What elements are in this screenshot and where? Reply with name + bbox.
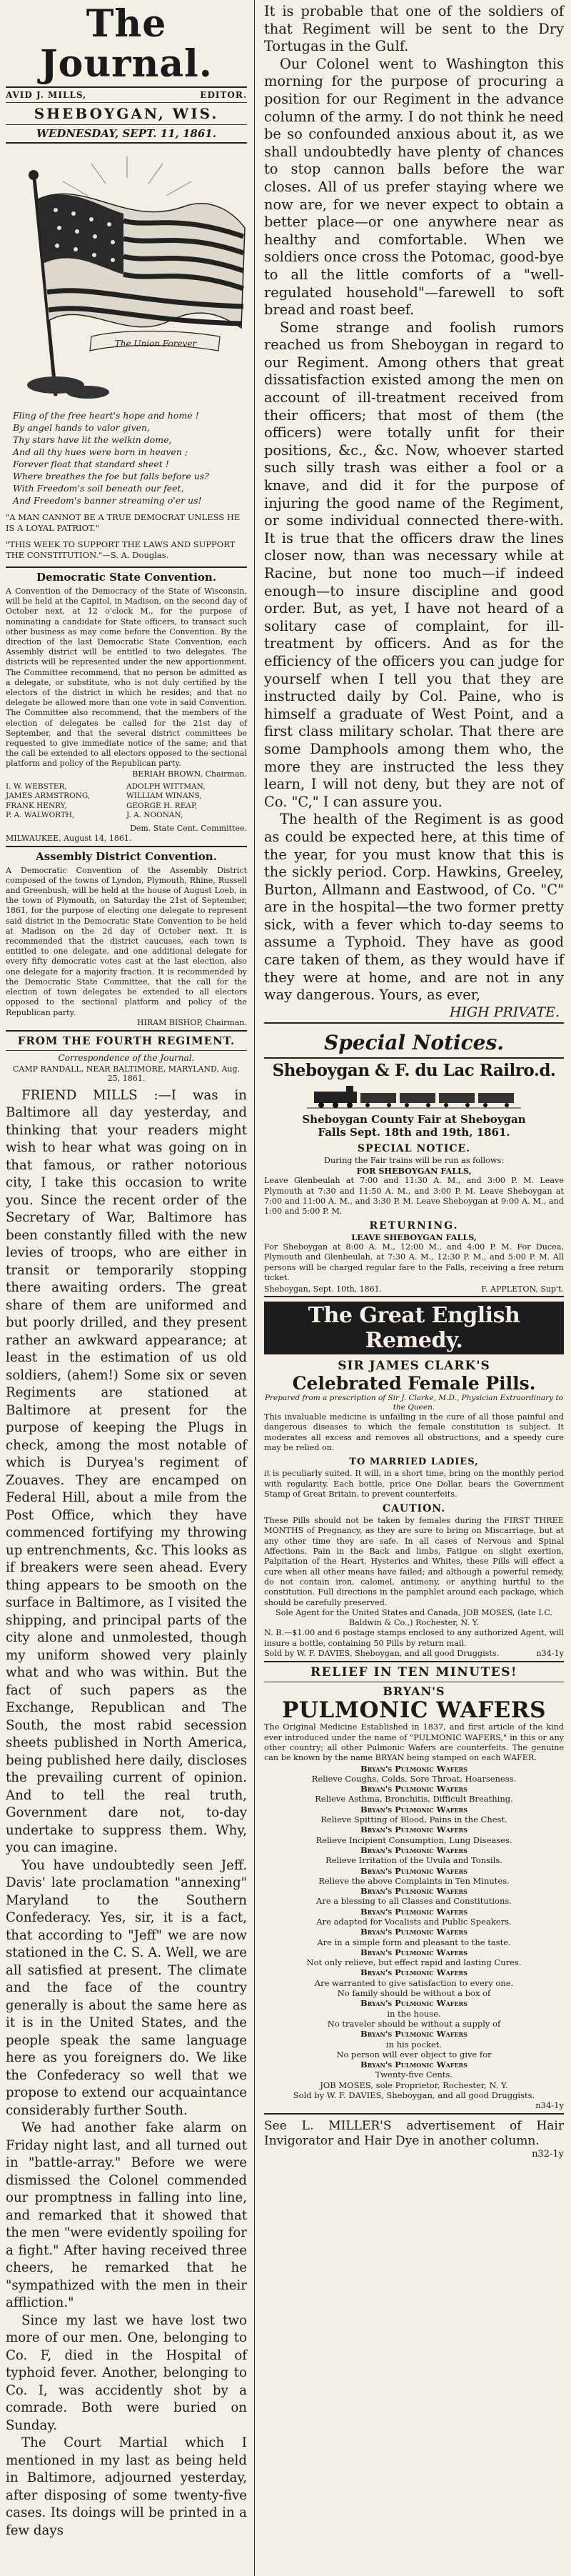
- city-line: SHEBOYGAN, WIS.: [34, 105, 219, 122]
- right-column: [256, 0, 571, 2576]
- clarke-name: SIR JAMES CLARK'S: [338, 1359, 490, 1374]
- list-item: Are adapted for Vocalists and Public Speakers.: [316, 1916, 512, 1927]
- list-item: Bryan's Pulmonic Wafers: [360, 2029, 468, 2040]
- notice-sub: During the Fair trains will be run as follows:: [324, 1155, 504, 1165]
- letter-paragraph: The Court Martial which I mentioned in my last as being held in Baltimore, adjourned yesterday, after disposing of some twenty-five cases. Its doings will be printed in a few days: [6, 2435, 247, 2538]
- pills-body-1: This invaluable medicine is unfailing in the cure of all those painful and dangerous diseases to which the female constitution is subject. It moderates all excess and removes all obstructions, and a speedy cure may be relied on.: [264, 1412, 564, 1452]
- left-column: [0, 0, 255, 2576]
- letter-paragraph: We had another fake alarm on Friday night last, and all turned out in "battle-array." Before we were dismissed the Colonel commended our promptness in falling into line, and remarked that it showed that the men "were evidently spoiling for a fight." After having received three cheers, he remarked that he "sympathized with the men in their affliction.": [6, 2120, 247, 2311]
- douglas-quote-1: "A MAN CANNOT BE A TRUE DEMOCRAT UNLESS HE IS A LOYAL PATRIOT.": [6, 512, 241, 533]
- assembly-convention-body: A Democratic Convention of the Assembly District composed of the towns of Lyndon, Plymouth, Rhine, Russell and Greenbush, will be held at the house of August Loeb, in the town of Plymouth, on Saturday the 21st of September, 1861, for the purpose of electing one delegate to represent said district in the Democratic State Convention to be held at Madison on the 2d day of October next. It is recommended that the district caucuses, each town is entitled to one delegate, and one additional delegate for every fifty democratic votes cast at the last election, also one delegate for a majority fraction. It is recommended by the Democratic State Committee, that the call for the election of town delegates be extended to all electors opposed to the sectional platform and policy of the Republican party.: [6, 865, 247, 1017]
- state-convention-body: A Convention of the Democracy of the State of Wisconsin, will be held at the Capitol, in Madison, on the second day of October next, at 12 o'clock M., for the purpose of nominating a candidate for State officers, to transact such other business as may come before the Convention. By the direction of the last Democratic State Convention, each Assembly district will be entitled to two delegates. The districts will be represented under the new apportionment. The Committee recommend, that no person be admitted as a delegate, or substitute, who is not duly certified by the electors of the district in which he resides; and that no delegate be allowed more than one vote in said Convention. The Committee also recommend, that the members of the election of delegates be called for the 21st day of September, and that the several district committees be requested to give immediate notice of the same; and that the call be extended to all electors opposed to the sectional platform and policy of the Republican party.: [6, 586, 247, 769]
- list-item: No traveler should be without a supply of: [327, 2018, 501, 2029]
- list-item: Bryan's Pulmonic Wafers: [360, 1804, 468, 1814]
- committee-name: Dem. State Cent. Committee.: [130, 823, 247, 833]
- letter-paragraph: You have undoubtedly seen Jeff. Davis' late proclamation "annexing" Maryland to the Southern Confederacy. Yes, sir, it is a fact, that according to "Jeff" we are now stationed in the C. S. A. Well, we are all satisfied at present. The climate and the face of the country generally is about the same here as it is in the United States, and the people speak the same language here as you foreigners do. We like the Confederacy so well that we propose to extend our acquaintance considerably further South.: [6, 1857, 247, 2118]
- member: WILLIAM WINANS,: [126, 792, 202, 801]
- notice-body: Leave Glenbeulah at 7:00 and 11:30 A. M., and 3:00 P. M. Leave Plymouth at 7:30 and 11:50 A. M., and 3:00 P. M. Leave Sheboygan at 7:00 and 11:00 A. M., and 3:30 P. M. Leave Sheboygan at 9:00 A. M., and 1:00 and 5:00 P. M.: [264, 1176, 564, 1217]
- pills-prep: Prepared from a prescription of Sir J. Clarke, M.D., Physician Extraordinary to the Queen.: [264, 1394, 564, 1412]
- member: P. A. WALWORTH,: [6, 811, 75, 820]
- list-item: Relieve Asthma, Bronchitis, Difficult Breathing.: [315, 1794, 513, 1804]
- english-remedy-heading: The Great English Remedy.: [264, 1302, 564, 1354]
- list-item: Relieve the above Complaints in Ten Minutes.: [318, 1875, 510, 1886]
- letter-paragraph: FRIEND MILLS :—I was in Baltimore all day yesterday, and thinking that your readers might wish to hear what was going on in that famous, or rather notorious city, I take this occasion to write you. Since the recent order of the Secretary of War, Baltimore has been constantly filled with the new levies of troops, who are either in transit or temporarily stopping there awaiting orders. The great share of them are uniformed and but poorly drilled, and they present rather an awkward appearance; at least in the estimation of us old soldiers, (ahem!) Some six or seven Regiments are stationed at Baltimore at present for the purpose of keeping the Plugs in check, among the most notable of which is Duryea's regiment of Zouaves. They are encamped on Federal Hill, about a mile from the Post Office, which they have commenced fortifying my throwing up entrenchments, &c. This looks as if breakers were seen ahead. Every thing appears to be smooth on the surface in Baltimore, as I visited the shipping, and principal parts of the city alone and unmolested, though my uniform showed very plainly what and who was within. But the fact of such papers as the Exchange, Republican and The South, the most rabid secession sheets published in North America, being published here daily, discloses the prevailing current of opinion. And to tell the real truth, Government dare not, to-day undertake to suppress them. Why, you can imagine.: [6, 1087, 247, 1856]
- poem-line: Where breathes the foe but falls before us?: [13, 471, 209, 481]
- list-item: Twenty-five Cents.: [375, 2070, 453, 2080]
- list-item: Bryan's Pulmonic Wafers: [360, 1824, 468, 1835]
- committee-members: [6, 782, 247, 821]
- railroad-heading: Sheboygan & F. du Lac Railro.d.: [272, 1060, 556, 1080]
- list-item: in his pocket.: [385, 2039, 443, 2050]
- railroad-superintendent: F. APPLETON, Sup't.: [481, 1284, 564, 1294]
- miller-code: n32-1y: [532, 2148, 564, 2160]
- list-item: Sold by W. F. DAVIES, Sheboygan, and all good Druggists.: [293, 2090, 535, 2101]
- pills-body-4: N. B.—$1.00 and 6 postage stamps enclosed to any authorized Agent, will insure a bottle, containing 50 Pills by return mail.: [264, 1628, 564, 1648]
- pills-body-2: it is peculiarly suited. It will, in a short time, bring on the monthly period with regularity. Each bottle, price One Dollar, bears the Government Stamp of Great Britain, to prevent counterfeits.: [264, 1469, 564, 1499]
- list-item: No person will ever object to give for: [336, 2049, 492, 2060]
- state-convention-chair: BERIAH BROWN, Chairman.: [132, 769, 247, 779]
- returning-heading: RETURNING.: [369, 1219, 459, 1232]
- return-sub: LEAVE SHEBOYGAN FALLS,: [351, 1232, 477, 1242]
- letter-continuation: [264, 3, 564, 1004]
- poem: [6, 409, 247, 506]
- locomotive-icon: [307, 1084, 521, 1109]
- fourth-regiment-heading: FROM THE FOURTH REGIMENT.: [17, 1034, 236, 1047]
- dateline: WEDNESDAY, SEPT. 11, 1861.: [36, 127, 216, 140]
- pulmonic-title: PULMONIC WAFERS: [282, 1697, 546, 1724]
- member: I. W. WEBSTER,: [6, 782, 67, 791]
- railroad-signature: [264, 1284, 564, 1294]
- list-item: Bryan's Pulmonic Wafers: [360, 1886, 468, 1897]
- pills-code: n34-1y: [536, 1649, 564, 1659]
- bryans-heading: BRYAN'S: [383, 1684, 445, 1699]
- list-item: Not only relieve, but effect rapid and lasting Cures.: [306, 1957, 522, 1968]
- return-body: For Sheboygan at 8:00 A. M., 12:00 M., and 4:00 P. M. For Ducea, Plymouth and Glenbeulah, at 7:30 A. M., 12:30 P. M., and 5:00 P. M. All persons will be charged regular fare to the Falls, receiving a free return ticket.: [264, 1242, 564, 1282]
- list-item: Are a blessing to all Classes and Constitutions.: [316, 1896, 512, 1907]
- pills-sold: [264, 1649, 564, 1659]
- correspondence-line: Correspondence of the Journal.: [58, 1052, 195, 1063]
- camp-dateline: CAMP RANDALL, NEAR BALTIMORE, MARYLAND, Aug. 25, 1861.: [12, 1064, 241, 1083]
- miller-notice: See L. MILLER'S advertisement of Hair Invigorator and Hair Dye in another column.: [264, 2118, 564, 2148]
- list-item: Are warranted to give satisfaction to every one.: [314, 1977, 514, 1988]
- pills-title: Celebrated Female Pills.: [292, 1373, 536, 1394]
- special-notice-heading: SPECIAL NOTICE.: [357, 1142, 471, 1154]
- list-item: Bryan's Pulmonic Wafers: [360, 1906, 468, 1917]
- fair-line-1: Sheboygan County Fair at Sheboygan: [302, 1112, 526, 1126]
- list-item: Are in a simple form and pleasant to the taste.: [317, 1937, 511, 1947]
- poem-line: Fling of the free heart's hope and home !: [13, 410, 199, 421]
- poem-line: With Freedom's soil beneath our feet,: [13, 483, 184, 494]
- letter-paragraph: Since my last we have lost two more of our men. One, belonging to Co. F, died in the Hospital of typhoid fever. Another, belonging to Co. I, was accidently shot by a comrade. Both were buried on Sunday.: [6, 2312, 247, 2433]
- list-item: Bryan's Pulmonic Wafers: [360, 2060, 468, 2070]
- list-item: Bryan's Pulmonic Wafers: [360, 1865, 468, 1876]
- list-item: in the house.: [387, 2008, 441, 2019]
- caution-heading: CAUTION.: [382, 1503, 446, 1515]
- list-item: JOB MOSES, sole Proprietor, Rochester, N. Y.: [320, 2080, 508, 2090]
- letter-paragraph: Our Colonel went to Washington this morning for the purpose of procuring a position for our Regiment in the advance column of the army. I do not think he need be so confounded anxious about it, as we shall undoubtedly have plenty of chances to stop cannon balls before the war closes. All of us prefer staying where we now are, for we never expect to obtain a better place—or one anywhere near as healthy and comfortable. When we soldiers once cross the Potomac, good-bye to all the little comforts of a "well-regulated household"—farewell to soft bread and roast beef.: [264, 55, 564, 319]
- member: FRANK HENRY,: [6, 801, 67, 810]
- assembly-convention-chair: HIRAM BISHOP, Chairman.: [136, 1017, 247, 1027]
- train-engraving: [307, 1084, 521, 1109]
- married-heading: TO MARRIED LADIES,: [349, 1457, 479, 1468]
- poem-line: And Freedom's banner streaming o'er us!: [13, 495, 202, 506]
- fourth-regiment-letter: [6, 1087, 247, 2540]
- state-convention-heading: Democratic State Convention.: [36, 571, 217, 584]
- special-notices-heading: Special Notices.: [323, 1030, 505, 1054]
- pulmonic-list: [264, 1764, 564, 2111]
- letter-signoff: HIGH PRIVATE.: [449, 1004, 560, 1020]
- list-item: Bryan's Pulmonic Wafers: [360, 1967, 468, 1978]
- assembly-convention-heading: Assembly District Convention.: [36, 849, 217, 863]
- list-item: Bryan's Pulmonic Wafers: [360, 1927, 468, 1937]
- letter-paragraph: It is probable that one of the soldiers of that Regiment will be sent to the Dry Tortugas in the Gulf.: [264, 3, 564, 55]
- pills-body-3: These Pills should not be taken by females during the FIRST THREE MONTHS of Pregnancy, as they are sure to bring on Miscarriage, but at any other time they are safe. In all cases of Nervous and Spinal Affections, Pain in the Back and limbs, Fatigue on slight exertion, Palpitation of the Heart, Hysterics and Whites, these Pills will effect a cure when all other means have failed; and although a powerful remedy, do not contain iron, calomel, antimony, or anything hurtful to the constitution. Full directions in the pamphlet around each package, which should be carefully preserved.: [264, 1516, 564, 1607]
- pulmonic-code: n34-1y: [535, 2100, 564, 2111]
- editor-name: AVID J. MILLS,: [6, 90, 87, 100]
- list-item: Relieve Irritation of the Uvula and Tonsils.: [325, 1855, 502, 1866]
- member: JAMES ARMSTRONG,: [6, 792, 91, 801]
- letter-paragraph: Some strange and foolish rumors reached us from Sheboygan in regard to our Regiment. Among others that great dissatisfaction existed among the men on account of ill-treatment received from their officers; that most of them (the officers) were totally unfit for their positions, &c., &c. Now, whoever started such silly trash was either a fool or a knave, and did it for the purpose of injuring the good name of the Regiment, or some individual connected there-with. It is true that the officers draw the lines closer now, than was necessary while at Racine, but none too much—if indeed enough—to insure discipline and good order. But, as yet, I have not heard of a solitary case of complaint, for ill-treatment by officers. And as for the efficiency of the officers you can judge for yourself when I tell you that they are instructed daily by Col. Paine, who is himself a graduate of West Point, and a first class military scholar. That there are some Damphools among them who, the more they are instructed the less they learn, I will not deny, but they are not of Co. "C," I can assure you.: [264, 319, 564, 810]
- flag-banner-text: The Union Forever: [114, 339, 197, 349]
- list-item: Relieve Incipient Consumption, Lung Diseases.: [315, 1834, 512, 1845]
- list-item: Relieve Spitting of Blood, Pains in the Chest.: [320, 1814, 507, 1825]
- editor-label: EDITOR.: [200, 90, 247, 100]
- masthead-title: The Journal.: [40, 2, 213, 86]
- railroad-date: Sheboygan, Sept. 10th, 1861.: [264, 1284, 383, 1294]
- poem-line: And all thy hues were born in heaven ;: [13, 446, 188, 457]
- pulmonic-intro: The Original Medicine Established in 1837, and first article of the kind ever introduced under the name of "PULMONIC WAFERS," in this or any other country; all other Pulmonic Wafers are counterfeits. The genuine can be known by the name BRYAN being stamped on each WAFER.: [264, 1722, 564, 1763]
- poem-line: Forever float that standard sheet !: [13, 459, 169, 469]
- fair-line-2: Falls Sept. 18th and 19th, 1861.: [318, 1125, 510, 1139]
- poem-line: Thy stars have lit the welkin dome,: [13, 434, 172, 445]
- member: J. A. NOONAN,: [126, 811, 183, 820]
- list-item: Bryan's Pulmonic Wafers: [360, 1998, 468, 2009]
- member: ADOLPH WITTMAN,: [126, 782, 206, 791]
- douglas-quote-2: "THIS WEEK TO SUPPORT THE LAWS AND SUPPORT THE CONSTITUTION."—S. A. Douglas.: [6, 539, 236, 560]
- list-item: Bryan's Pulmonic Wafers: [360, 1844, 468, 1855]
- list-item: Bryan's Pulmonic Wafers: [360, 1947, 468, 1957]
- list-item: Bryan's Pulmonic Wafers: [360, 1763, 468, 1774]
- relief-heading: RELIEF IN TEN MINUTES!: [310, 1665, 517, 1680]
- list-item: Relieve Coughs, Colds, Sore Throat, Hoarseness.: [311, 1773, 517, 1784]
- poem-line: By angel hands to valor given,: [13, 422, 151, 433]
- list-item: Bryan's Pulmonic Wafers: [360, 1784, 468, 1794]
- list-item: No family should be without a box of: [337, 1988, 491, 1999]
- flag-illustration: [6, 149, 247, 406]
- convention-place-date: MILWAUKEE, August 14, 1861.: [6, 833, 132, 843]
- flag-engraving: [6, 149, 248, 406]
- notice-sub2: FOR SHEBOYGAN FALLS,: [356, 1166, 472, 1177]
- pills-sold-text: Sold by W. F. DAVIES, Sheboygan, and all good Druggists.: [264, 1649, 500, 1659]
- letter-paragraph: The health of the Regiment is as good as could be expected here, at this time of the year, for you must know that this is the sickly period. Corp. Hawkins, Greeley, Burton, Allmann and Eastwood, of Co. "C" are in the hospital—the two former pretty sick, with a fever which to-day seems to assume a Typhoid. They have as good care taken of them, as they would have if they were at home, and are not in any way dangerous. Yours, as ever,: [264, 811, 564, 1004]
- pills-agent: Sole Agent for the United States and Canada, JOB MOSES, (late I.C. Baldwin & Co.,) Rochester, N. Y.: [275, 1607, 553, 1628]
- member: GEORGE H. REAP,: [126, 801, 198, 810]
- editor-line: [6, 90, 247, 100]
